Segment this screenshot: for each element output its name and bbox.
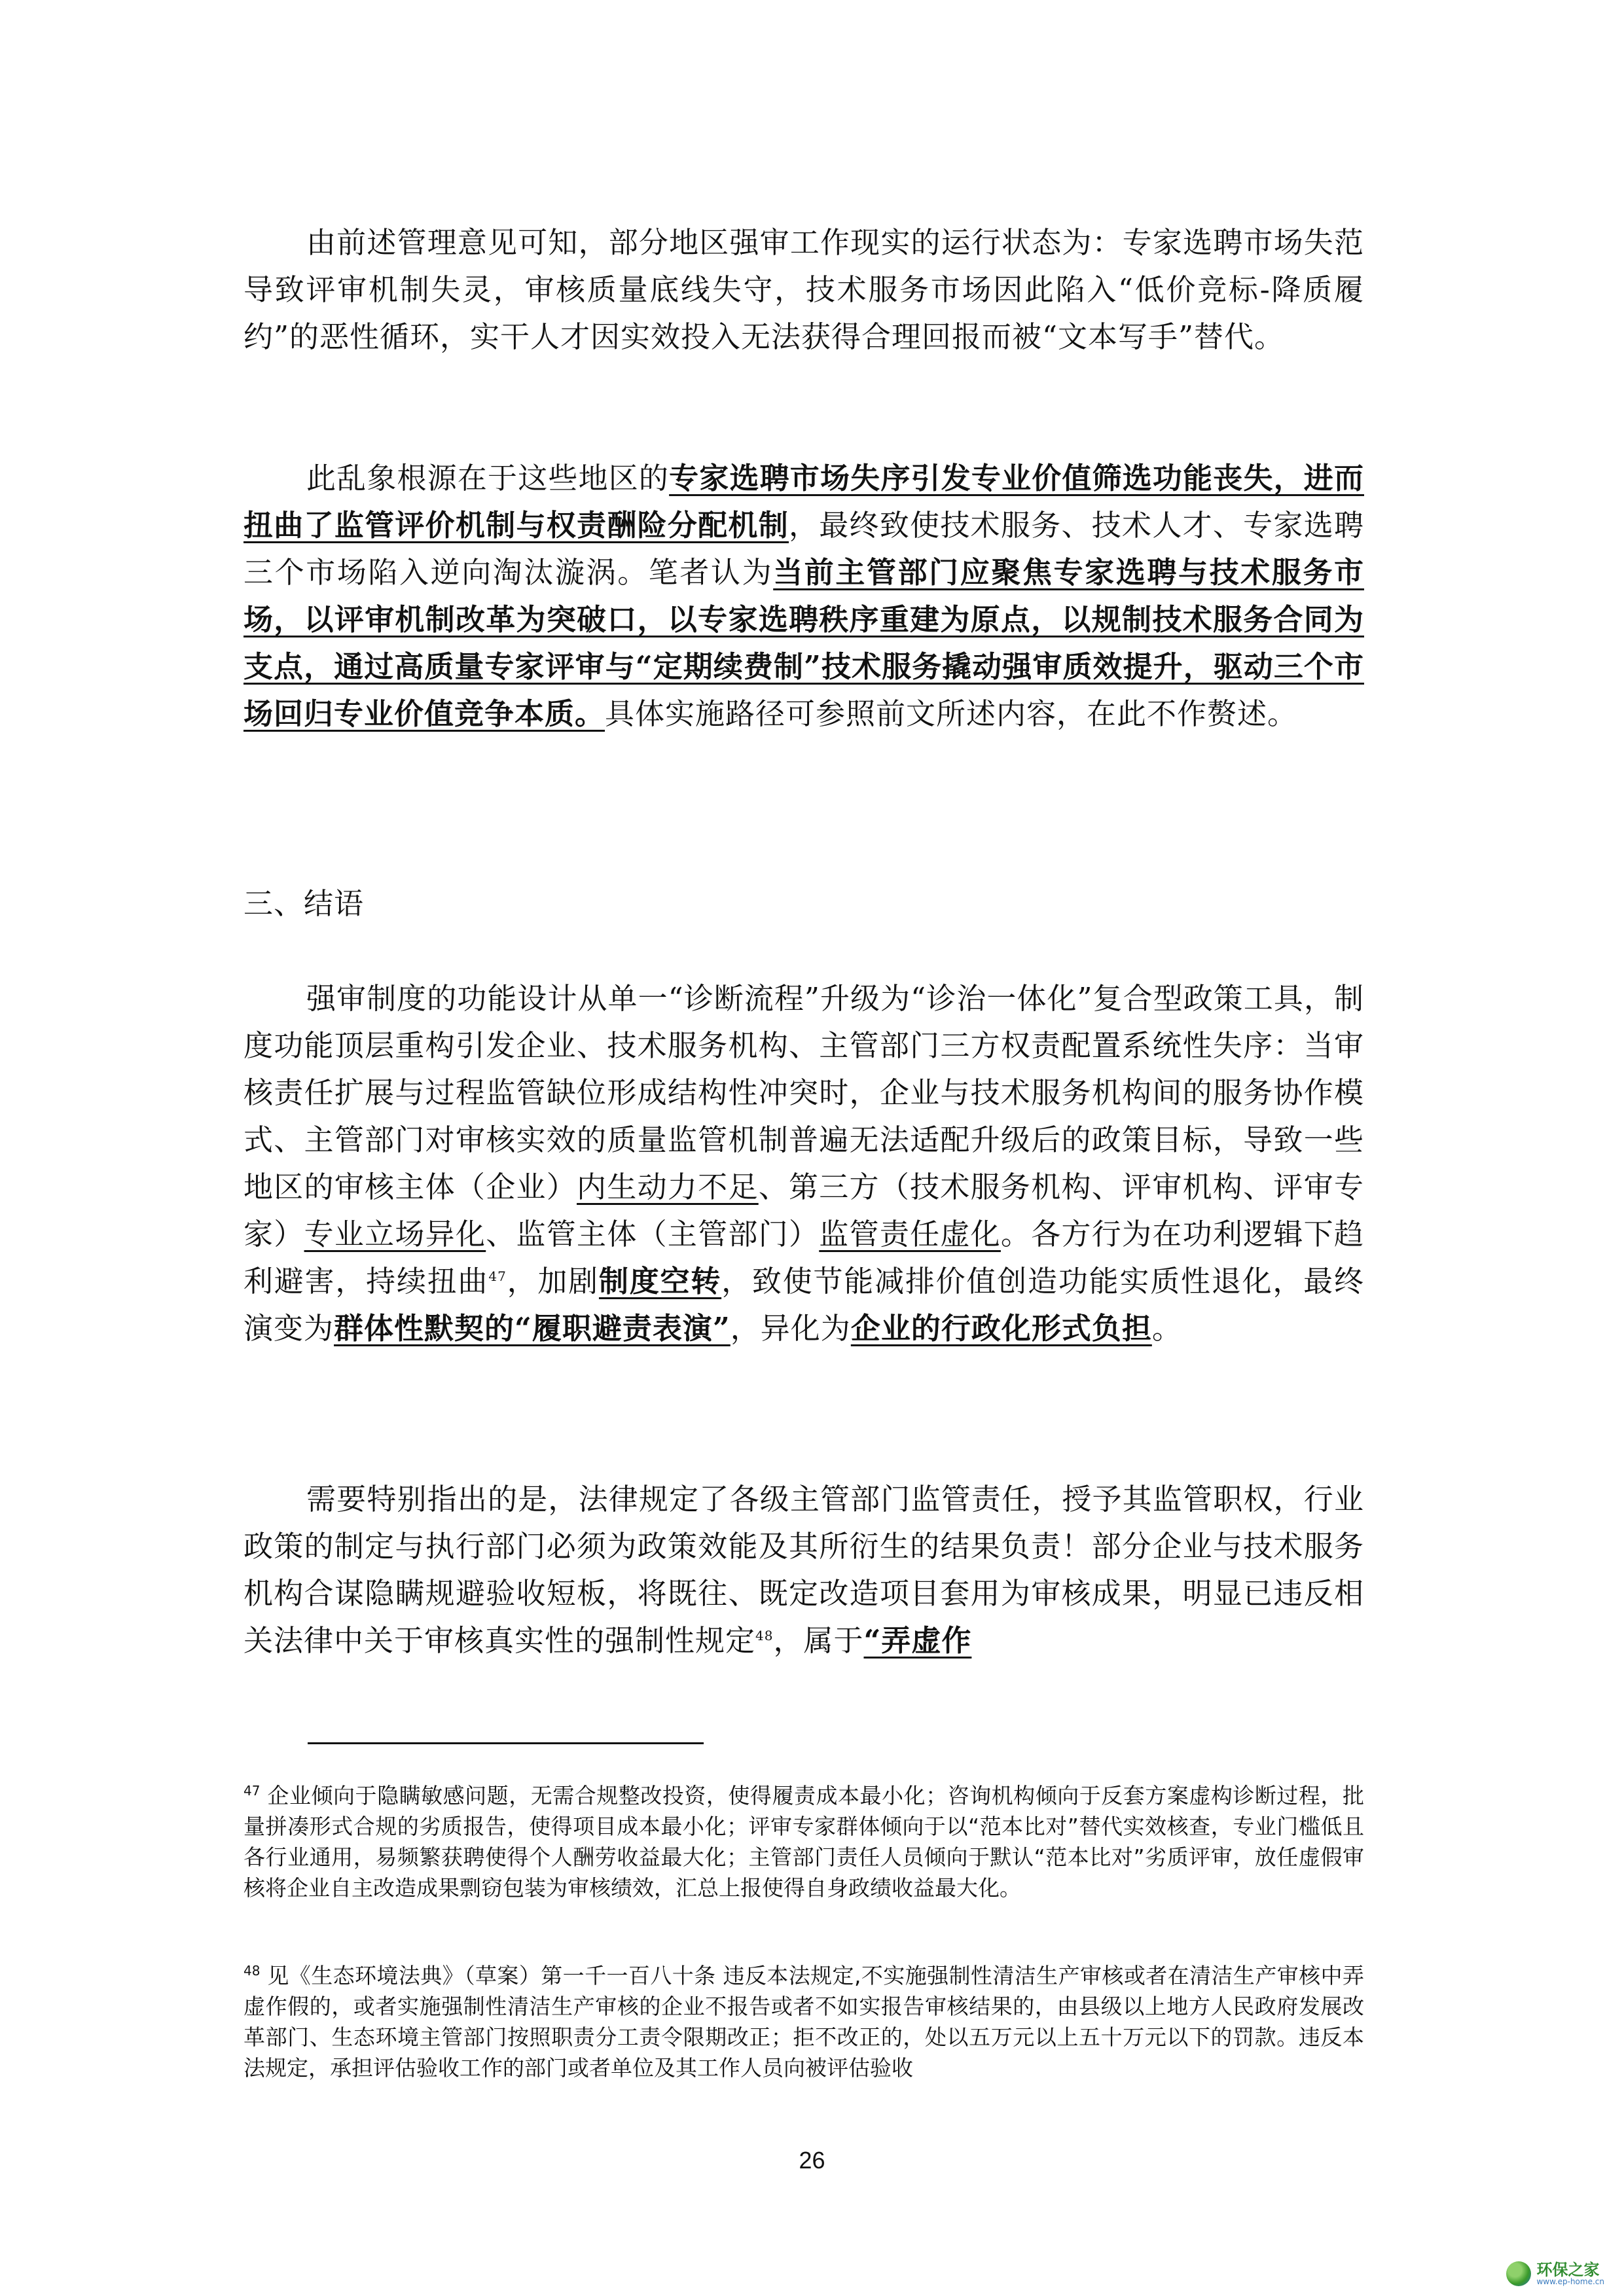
p3-emphasis-1: 内生动力不足 xyxy=(577,1170,759,1204)
p3-text-c: 、第三方（技术服务机构、评审机构、评审专家） xyxy=(244,1170,1364,1251)
p3-text-e: 、监管主体（主管部门） xyxy=(486,1217,820,1251)
p3-text-h: ，加剧 xyxy=(506,1264,599,1299)
p3-text-l: ，异化为 xyxy=(730,1311,851,1346)
footnote-48-text: 见《生态环境法典》（草案）第一千一百八十条 违反本法规定,不实施强制性清洁生产审核或者在清洁生产审核中弄虚作假的，或者实施强制性清洁生产审核的企业不报告或者不如实报告审核结果的，由县级以上地方人民政府发展改革部门、生态环境主管部门按照职责分工责令限期改正；拒不改正的，处以五万元以上五十万元以下的罚款。违反本法规定，承担评估验收工作的部门或者单位及其工作人员向被评估验收 xyxy=(244,1963,1364,2081)
watermark-name: 环保之家 xyxy=(1536,2261,1600,2279)
p3-emphasis-2: 专业立场异化 xyxy=(304,1217,486,1251)
section-heading: 三、结语 xyxy=(244,886,365,921)
page-number: 26 xyxy=(799,2147,825,2174)
watermark-text xyxy=(1536,2262,1604,2286)
p3-emphasis-5: 群体性默契的“履职避责表演” xyxy=(334,1311,731,1346)
p2-text-e: 具体实施路径可参照前文所述内容，在此不作赘述。 xyxy=(605,696,1298,731)
p3-emphasis-6: 企业的行政化形式负担 xyxy=(850,1311,1152,1346)
p3-text-g: 。各方行为在功利逻辑下趋利避害，持续扭曲 xyxy=(244,1217,1364,1299)
watermark-url: www.ep-home.cn xyxy=(1536,2277,1604,2286)
paragraph-1-text: 由前述管理意见可知，部分地区强审工作现实的运行状态为：专家选聘市场失范导致评审机制失灵，审核质量底线失守，技术服务市场因此陷入“低价竞标-降质履约”的恶性循环，实干人才因实效投入无法获得合理回报而被“文本写手”替代。 xyxy=(244,225,1364,354)
paragraph-1 xyxy=(244,219,1364,361)
p2-text-c: ，最终致使技术服务、技术人才、专家选聘三个市场陷入逆向淘汰漩涡。笔者认为 xyxy=(244,508,1364,590)
p3-text-n: 。 xyxy=(1151,1311,1182,1346)
footnote-mark-47: 47 xyxy=(244,1783,261,1799)
p4-text-a: 需要特别指出的是，法律规定了各级主管部门监管责任，授予其监管职权，行业政策的制定与执行部门必须为政策效能及其所衍生的结果负责！部分企业与技术服务机构合谋隐瞒规避验收短板，将既往、既定改造项目套用为审核成果，明显已违反相关法律中关于审核真实性的强制性规定 xyxy=(244,1482,1364,1658)
footnote-mark-48: 48 xyxy=(244,1963,261,1979)
p3-emphasis-4: 制度空转 xyxy=(598,1264,722,1299)
p2-emphasis-2: 当前主管部门应聚焦专家选聘与技术服务市场，以评审机制改革为突破口，以专家选聘秩序重建为原点，以规制技术服务合同为支点，通过高质量专家评审与“定期续费制”技术服务撬动强审质效提升，驱动三个市场回归专业价值竞争本质。 xyxy=(244,555,1364,731)
p2-text-a: 此乱象根源在于这些地区的 xyxy=(306,461,670,495)
p3-emphasis-3: 监管责任虚化 xyxy=(819,1217,1001,1251)
footnote-47-text: 企业倾向于隐瞒敏感问题，无需合规整改投资，使得履责成本最小化；咨询机构倾向于反套方案虚构诊断过程，批量拼凑形式合规的劣质报告，使得项目成本最小化；评审专家群体倾向于以“范本比对”替代实效核查，专业门槛低且各行业通用，易频繁获聘使得个人酬劳收益最大化；主管部门责任人员倾向于默认“范本比对”劣质评审，放任虚假审核将企业自主改造成果剽窃包装为审核绩效，汇总上报使得自身政绩收益最大化。 xyxy=(244,1783,1364,1901)
footnote-ref-47[interactable]: 47 xyxy=(488,1268,507,1284)
p2-emphasis-1: 专家选聘市场失序引发专业价值筛选功能丧失，进而扭曲了监管评价机制与权责酬险分配机制 xyxy=(244,461,1364,543)
p3-text-j: ，致使节能减排价值创造功能实质性退化，最终演变为 xyxy=(244,1264,1364,1346)
globe-icon xyxy=(1506,2261,1531,2286)
footnote-separator xyxy=(308,1742,704,1744)
footnote-48 xyxy=(244,1960,1364,2083)
paragraph-2 xyxy=(244,455,1364,738)
footnote-47 xyxy=(244,1780,1364,1903)
watermark xyxy=(1506,2261,1604,2286)
p4-emphasis-1: “弄虚作 xyxy=(863,1623,972,1658)
paragraph-3 xyxy=(244,975,1364,1352)
p3-text-a: 强审制度的功能设计从单一“诊断流程”升级为“诊治一体化”复合型政策工具，制度功能顶层重构引发企业、技术服务机构、主管部门三方权责配置系统性失序：当审核责任扩展与过程监管缺位形成结构性冲突时，企业与技术服务机构间的服务协作模式、主管部门对审核实效的质量监管机制普遍无法适配升级后的政策目标，导致一些地区的审核主体（企业） xyxy=(244,981,1364,1204)
p4-text-b: ，属于 xyxy=(773,1623,864,1658)
footnote-ref-48[interactable]: 48 xyxy=(755,1628,774,1643)
paragraph-4 xyxy=(244,1476,1364,1664)
